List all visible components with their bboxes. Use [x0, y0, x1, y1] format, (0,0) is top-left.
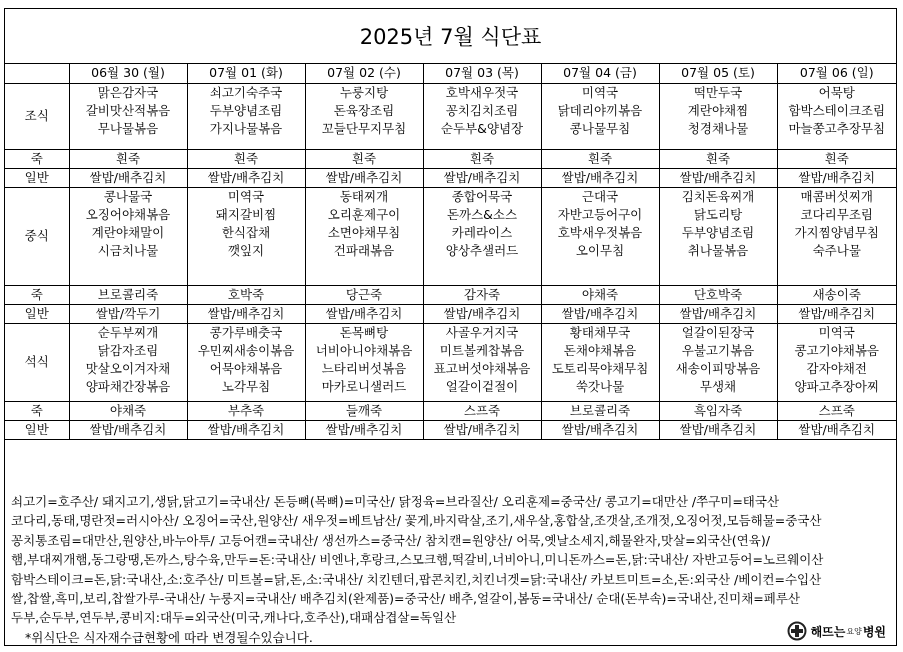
- lunch-row: [5, 187, 896, 285]
- menu-item: 꽁치김치조림: [445, 102, 519, 118]
- general-cell: 쌀밥/배추김치: [423, 168, 541, 187]
- origin-note-line: 햄,부대찌개햄,동그랑땡,돈까스,탕수육,만두=돈:국내산/ 비엔나,후랑크,스모크햄,떡갈비,너비아니,미니돈까스=돈,닭:국내산/ 자반고등어=노르웨이산: [11, 552, 824, 568]
- menu-item: 가지나물볶음: [209, 120, 283, 136]
- origin-note-line: 꽁치통조림=대만산,원양산,바누아투/ 고등어캔=국내산/ 생선까스=중국산/ 참치캔=원양산/ 어묵,옛날소세지,해물완자,맛살=외국산(연육)/: [11, 532, 770, 548]
- menu-item: 근대국: [581, 188, 619, 204]
- menu-cell: [423, 83, 541, 149]
- porridge-cell: 호박죽: [187, 285, 305, 304]
- menu-item: 맑은감자국: [97, 84, 159, 100]
- menu-item: 무생채: [699, 378, 737, 394]
- general-cell: 쌀밥/배추김치: [187, 304, 305, 323]
- menu-cell: [305, 323, 423, 401]
- general-cell: 쌀밥/배추김치: [659, 420, 777, 439]
- day-header: 07월 02 (수): [305, 63, 423, 83]
- menu-item: 어묵탕: [818, 84, 855, 100]
- menu-item: 숙주나물: [812, 242, 861, 258]
- menu-item: 황태채무국: [569, 324, 631, 340]
- porridge-cell: 브로콜리죽: [541, 401, 659, 420]
- page-title: 2025년 7월 식단표: [5, 9, 896, 64]
- origin-note-line: 쇠고기=호주산/ 돼지고기,생닭,닭고기=국내산/ 돈등뼈(목뼈)=미국산/ 닭정육=브라질산/ 오리훈제=중국산/ 콩고기=대만산 /쭈구미=태국산: [11, 494, 780, 509]
- row-label: 조식: [5, 83, 69, 149]
- dinner-porridge-row: [5, 401, 896, 420]
- menu-item: 함박스테이크조림: [788, 102, 886, 118]
- general-cell: 쌀밥/배추김치: [541, 420, 659, 439]
- day-header: 07월 04 (금): [541, 63, 659, 83]
- menu-cell: [777, 187, 896, 285]
- dinner-general-row: [5, 420, 896, 439]
- menu-item: 카레라이스: [451, 224, 513, 240]
- general-cell: 쌀밥/배추김치: [423, 304, 541, 323]
- general-cell: 쌀밥/배추김치: [423, 420, 541, 439]
- menu-item: 순두부&양념장: [440, 120, 524, 136]
- menu-item: 계란야채말이: [91, 224, 165, 240]
- menu-item: 양파고추장아찌: [794, 378, 880, 394]
- menu-item: 오징어야채볶음: [85, 206, 171, 222]
- menu-item: 닭도리탕: [693, 206, 743, 222]
- menu-item: 사골우거지국: [445, 324, 519, 340]
- menu-item: 돈채야채볶음: [563, 342, 637, 358]
- porridge-cell: 감자죽: [423, 285, 541, 304]
- general-cell: 쌀밥/배추김치: [659, 168, 777, 187]
- menu-item: 우불고기볶음: [681, 342, 755, 358]
- general-cell: 쌀밥/배추김치: [69, 168, 187, 187]
- menu-cell: [423, 323, 541, 401]
- menu-table: [5, 63, 896, 440]
- menu-cell: [659, 187, 777, 285]
- menu-item: 콩고기야채볶음: [794, 342, 880, 358]
- menu-item: 미역국: [227, 188, 265, 204]
- menu-item: 새송이피망볶음: [675, 360, 761, 376]
- menu-item: 미트볼케찹볶음: [439, 342, 525, 358]
- menu-item: 너비아니야채볶음: [315, 342, 413, 358]
- day-header: 07월 06 (일): [777, 63, 896, 83]
- origin-note-line: 쌀,찹쌀,흑미,보리,찹쌀가루-국내산/ 누룽지=국내산/ 배추김치(완제품)=중국산/ 배추,얼갈이,봄동=국내산/ 순대(돈부속)=국내산,진미채=페루산: [11, 591, 800, 607]
- menu-item: 콩나물무침: [569, 120, 631, 136]
- menu-item: 도토리묵야채무침: [551, 360, 649, 376]
- menu-cell: [541, 323, 659, 401]
- menu-item: 호박새우젓국: [445, 84, 519, 100]
- menu-item: 동태찌개: [339, 188, 389, 204]
- menu-item: 양상추샐러드: [445, 242, 519, 258]
- general-cell: 쌀밥/배추김치: [777, 304, 896, 323]
- logo-text-small: 요양: [846, 626, 862, 636]
- menu-cell: [187, 187, 305, 285]
- menu-cell: [69, 323, 187, 401]
- menu-item: 콩가루배춧국: [209, 324, 283, 340]
- menu-item: 호박새우젓볶음: [557, 224, 643, 240]
- footnote: *위식단은 식자재수급현황에 따라 변경될수있습니다.: [25, 629, 313, 645]
- menu-item: 무나물볶음: [97, 120, 159, 136]
- menu-item: 돼지갈비찜: [215, 206, 277, 222]
- menu-item: 매콤버섯찌개: [800, 188, 873, 204]
- menu-item: 오리훈제구이: [327, 206, 401, 222]
- logo-text-right: 병원: [862, 624, 886, 639]
- general-cell: 쌀밥/깍두기: [69, 304, 187, 323]
- porridge-cell: 흑임자죽: [659, 401, 777, 420]
- menu-item: 시금치나물: [97, 242, 159, 258]
- porridge-cell: 흰죽: [423, 149, 541, 168]
- porridge-cell: 당근죽: [305, 285, 423, 304]
- logo-text-left: 해뜨는: [810, 624, 846, 639]
- day-header: 07월 01 (화): [187, 63, 305, 83]
- general-cell: 쌀밥/배추김치: [541, 168, 659, 187]
- general-cell: 쌀밥/배추김치: [305, 420, 423, 439]
- menu-item: 누룽지탕: [339, 84, 389, 100]
- menu-cell: [423, 187, 541, 285]
- general-cell: 쌀밥/배추김치: [541, 304, 659, 323]
- row-label: 일반: [5, 168, 69, 187]
- menu-item: 미역국: [581, 84, 619, 100]
- menu-item: 우민찌새송이볶음: [197, 342, 295, 358]
- menu-item: 자반고등어구이: [557, 206, 643, 222]
- row-label: 죽: [5, 149, 69, 168]
- row-label: 죽: [5, 285, 69, 304]
- porridge-cell: 흰죽: [541, 149, 659, 168]
- breakfast-general-row: [5, 168, 896, 187]
- porridge-cell: 흰죽: [659, 149, 777, 168]
- menu-item: 얼갈이겉절이: [445, 378, 519, 394]
- menu-item: 돈목뼈탕: [339, 324, 389, 340]
- menu-item: 콩나물국: [103, 188, 153, 204]
- menu-cell: [69, 83, 187, 149]
- menu-cell: [659, 323, 777, 401]
- porridge-cell: 브로콜리죽: [69, 285, 187, 304]
- row-label: 죽: [5, 401, 69, 420]
- day-header: 07월 03 (목): [423, 63, 541, 83]
- general-cell: 쌀밥/배추김치: [305, 304, 423, 323]
- porridge-cell: 흰죽: [305, 149, 423, 168]
- origin-notes: [11, 492, 891, 647]
- menu-item: 오이무침: [575, 242, 625, 258]
- origin-note-line: 두부,순두부,연두부,콩비지:대두=외국산(미국,캐나다,호주산),대패삼겹살=독일산: [11, 610, 457, 626]
- menu-item: 계란야채찜: [687, 102, 749, 118]
- menu-item: 취나물볶음: [687, 242, 749, 258]
- porridge-cell: 스프죽: [423, 401, 541, 420]
- hospital-logo: [787, 621, 886, 641]
- porridge-cell: 야채죽: [541, 285, 659, 304]
- menu-item: 청경채나물: [687, 120, 749, 136]
- porridge-cell: 새송이죽: [777, 285, 896, 304]
- menu-item: 한식잡채: [221, 224, 271, 240]
- menu-sheet: [4, 8, 897, 646]
- menu-item: 닭감자조림: [97, 342, 159, 358]
- menu-cell: [187, 83, 305, 149]
- menu-item: 마늘쫑고추장무침: [788, 120, 886, 136]
- porridge-cell: 부추죽: [187, 401, 305, 420]
- porridge-cell: 스프죽: [777, 401, 896, 420]
- menu-item: 느타리버섯볶음: [321, 360, 407, 376]
- menu-item: 꼬들단무지무침: [321, 120, 407, 136]
- general-cell: 쌀밥/배추김치: [659, 304, 777, 323]
- row-label: 일반: [5, 304, 69, 323]
- menu-item: 깻잎지: [227, 242, 265, 258]
- dinner-row: [5, 323, 896, 401]
- row-label: 일반: [5, 420, 69, 439]
- menu-item: 노각무침: [221, 378, 271, 394]
- general-cell: 쌀밥/배추김치: [69, 420, 187, 439]
- day-header: 06월 30 (월): [69, 63, 187, 83]
- menu-item: 쑥갓나물: [575, 378, 625, 394]
- breakfast-porridge-row: [5, 149, 896, 168]
- menu-item: 쇠고기숙주국: [209, 84, 283, 100]
- menu-cell: [659, 83, 777, 149]
- porridge-cell: 야채죽: [69, 401, 187, 420]
- header-row: [5, 63, 896, 83]
- menu-cell: [777, 323, 896, 401]
- menu-item: 양파채간장볶음: [85, 378, 171, 394]
- menu-cell: [305, 83, 423, 149]
- menu-item: 순두부찌개: [97, 324, 159, 340]
- menu-item: 맛살오이겨자채: [85, 360, 171, 376]
- porridge-cell: 들깨죽: [305, 401, 423, 420]
- menu-item: 두부양념조림: [209, 102, 283, 118]
- menu-item: 소면야채무침: [327, 224, 401, 240]
- general-cell: 쌀밥/배추김치: [777, 420, 896, 439]
- menu-item: 마카로니샐러드: [321, 378, 407, 394]
- menu-item: 닭데리야끼볶음: [557, 102, 643, 118]
- menu-cell: [541, 83, 659, 149]
- menu-item: 감자야채전: [806, 360, 867, 376]
- origin-note-line: 함박스테이크=돈,닭:국내산,소:호주산/ 미트볼=닭,돈,소:국내산/ 치킨텐더,팝콘치킨,치킨너겟=닭:국내산/ 카보트미트=소,돈:외국산 /베이컨=수입산: [11, 571, 822, 587]
- menu-item: 종합어묵국: [451, 188, 513, 204]
- menu-cell: [305, 187, 423, 285]
- general-cell: 쌀밥/배추김치: [777, 168, 896, 187]
- menu-item: 건파래볶음: [333, 242, 395, 258]
- menu-item: 두부양념조림: [681, 224, 755, 240]
- menu-item: 갈비맛산적볶음: [85, 102, 171, 118]
- menu-cell: [69, 187, 187, 285]
- hospital-cross-logo-icon: [787, 621, 807, 641]
- menu-item: 돈육장조림: [333, 102, 395, 118]
- menu-item: 미역국: [818, 324, 855, 340]
- menu-cell: [187, 323, 305, 401]
- general-cell: 쌀밥/배추김치: [187, 168, 305, 187]
- lunch-general-row: [5, 304, 896, 323]
- menu-item: 돈까스&소스: [446, 206, 518, 222]
- row-label: 석식: [5, 323, 69, 401]
- menu-cell: [541, 187, 659, 285]
- origin-note-line: 코다리,동태,명란젓=러시아산/ 오징어=국산,원양산/ 새우젓=베트남산/ 꽃게,바지락살,조기,새우살,홍합살,조갯살,조개젓,오징어젓,모듬해물=중국산: [11, 513, 822, 529]
- menu-item: 김치돈육찌개: [681, 188, 755, 204]
- menu-item: 떡만두국: [693, 84, 743, 100]
- menu-cell: [777, 83, 896, 149]
- general-cell: 쌀밥/배추김치: [187, 420, 305, 439]
- porridge-cell: 흰죽: [187, 149, 305, 168]
- porridge-cell: 단호박죽: [659, 285, 777, 304]
- menu-item: 가지찜양념무침: [794, 224, 880, 240]
- corner-cell: [5, 63, 69, 83]
- menu-item: 코다리무조림: [800, 206, 873, 222]
- menu-item: 얼갈이된장국: [681, 324, 755, 340]
- row-label: 중식: [5, 187, 69, 285]
- menu-item: 어묵야채볶음: [209, 360, 283, 376]
- general-cell: 쌀밥/배추김치: [305, 168, 423, 187]
- menu-item: 표고버섯야채볶음: [433, 360, 531, 376]
- porridge-cell: 흰죽: [777, 149, 896, 168]
- lunch-porridge-row: [5, 285, 896, 304]
- porridge-cell: 흰죽: [69, 149, 187, 168]
- day-header: 07월 05 (토): [659, 63, 777, 83]
- breakfast-row: [5, 83, 896, 149]
